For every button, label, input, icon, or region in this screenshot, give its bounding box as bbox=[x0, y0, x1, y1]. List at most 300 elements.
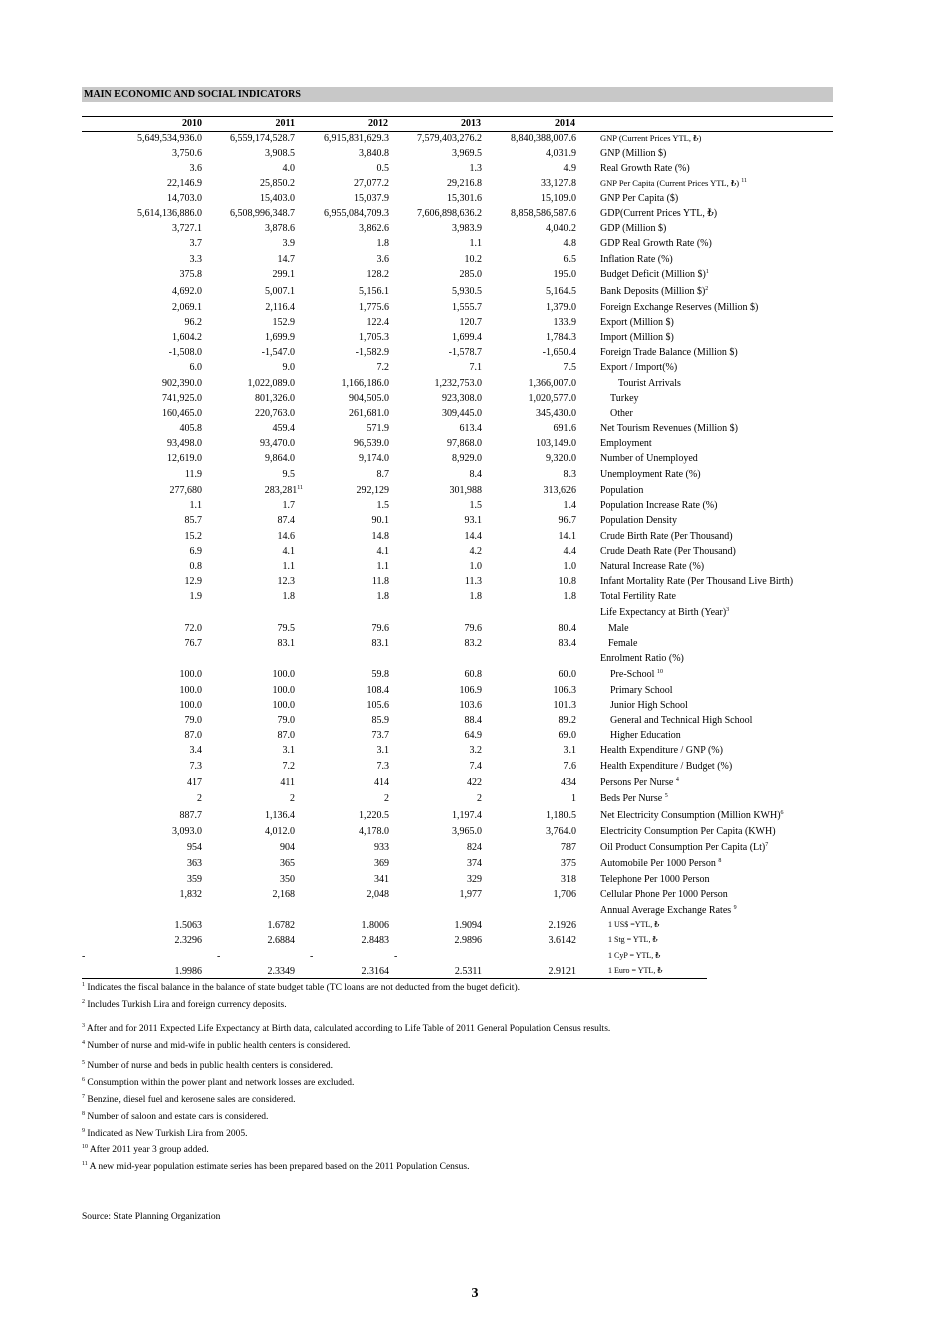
cell-2013: 60.8 bbox=[464, 669, 482, 680]
cell-2012: 2,048 bbox=[366, 889, 389, 900]
cell-2014: 5,164.5 bbox=[546, 286, 576, 297]
cell-2012: 90.1 bbox=[371, 515, 389, 526]
cell-2013: 422 bbox=[467, 777, 482, 788]
cell-2011: 2 bbox=[290, 793, 295, 804]
indicator-label: 1 Stg = YTL, ₺ bbox=[608, 935, 658, 944]
cell-2012: 59.8 bbox=[371, 669, 389, 680]
cell-2013: 329 bbox=[467, 874, 482, 885]
cell-2012: 1,166,186.0 bbox=[341, 378, 389, 389]
indicator-label: GNP Per Capita ($) bbox=[600, 193, 679, 204]
table-row bbox=[82, 920, 833, 934]
indicator-label: Junior High School bbox=[610, 700, 688, 711]
year-2012: 2012 bbox=[368, 118, 388, 129]
indicator-label: Net Electricity Consumption (Million KWH)$^6$ bbox=[600, 810, 784, 821]
cell-2014: 1.8 bbox=[563, 591, 576, 602]
cell-2011: 1,699.9 bbox=[265, 332, 295, 343]
cell-2011: 79.5 bbox=[277, 623, 295, 634]
year-header bbox=[82, 118, 833, 130]
indicator-label: Beds Per Nurse $^5$ bbox=[600, 793, 668, 804]
cell-2011: 801,326.0 bbox=[255, 393, 295, 404]
cell-2011: 220,763.0 bbox=[255, 408, 295, 419]
table-row bbox=[82, 362, 833, 376]
cell-2014: 195.0 bbox=[553, 269, 576, 280]
table-row bbox=[82, 935, 833, 949]
cell-2011: 2,168 bbox=[272, 889, 295, 900]
cell-2011: 9.5 bbox=[282, 469, 295, 480]
cell-2013: 7.1 bbox=[469, 362, 482, 373]
table-row bbox=[82, 653, 833, 667]
cell-2013: 1.1 bbox=[469, 238, 482, 249]
cell-2014: 4.4 bbox=[563, 546, 576, 557]
indicator-label: Bank Deposits (Million $)$^2$ bbox=[600, 286, 709, 297]
cell-2010: 3,727.1 bbox=[172, 223, 202, 234]
cell-2014: 60.0 bbox=[558, 669, 576, 680]
cell-2013: 15,301.6 bbox=[447, 193, 482, 204]
cell-2010: 417 bbox=[187, 777, 202, 788]
cell-2010: 741,925.0 bbox=[162, 393, 202, 404]
cell-2012: 73.7 bbox=[371, 730, 389, 741]
table-row bbox=[82, 715, 833, 729]
indicator-label: Higher Education bbox=[610, 730, 681, 741]
table-row bbox=[82, 254, 833, 268]
indicator-label: Unemployment Rate (%) bbox=[600, 469, 701, 480]
cell-2012: 83.1 bbox=[371, 638, 389, 649]
cell-2011: 14.7 bbox=[277, 254, 295, 265]
cell-2010: 6.9 bbox=[189, 546, 202, 557]
cell-2013: 1.8 bbox=[469, 591, 482, 602]
table-row bbox=[82, 133, 833, 147]
cell-2012: 2.3164 bbox=[361, 966, 389, 977]
cell-2011: 1,022,089.0 bbox=[247, 378, 295, 389]
cell-2011: 2.3349 bbox=[267, 966, 295, 977]
cell-2011: 2,116.4 bbox=[265, 302, 295, 313]
table-row bbox=[82, 761, 833, 775]
cell-2014: 318 bbox=[561, 874, 576, 885]
cell-2014: 4.9 bbox=[563, 163, 576, 174]
indicator-label: 1 CyP = YTL, ₺ bbox=[608, 951, 661, 960]
page-number: 3 bbox=[471, 1286, 479, 1301]
cell-2011: 100.0 bbox=[272, 700, 295, 711]
indicator-label: Import (Million $) bbox=[600, 332, 674, 343]
indicator-label: GDP(Current Prices YTL, ₺) bbox=[600, 208, 718, 219]
cell-2012: -1,582.9 bbox=[355, 347, 389, 358]
indicator-label: Natural Increase Rate (%) bbox=[600, 561, 705, 572]
cell-2012: 85.9 bbox=[371, 715, 389, 726]
cell-2010: 6.0 bbox=[189, 362, 202, 373]
cell-2013: 83.2 bbox=[464, 638, 482, 649]
table-row bbox=[82, 810, 833, 824]
cell-2013: 3,983.9 bbox=[452, 223, 482, 234]
cell-2011: 1.8 bbox=[282, 591, 295, 602]
cell-2010: 100.0 bbox=[179, 669, 202, 680]
footnote: $^4$ Number of nurse and mid-wife in public health centers is considered. bbox=[82, 1040, 351, 1051]
cell-2012: 105.6 bbox=[366, 700, 389, 711]
cell-2013: 7,606,898,636.2 bbox=[417, 208, 482, 219]
cell-2010: 2,069.1 bbox=[172, 302, 202, 313]
cell-2011: 6,559,174,528.7 bbox=[230, 133, 295, 144]
cell-2012: 414 bbox=[374, 777, 389, 788]
cell-2010: 902,390.0 bbox=[162, 378, 202, 389]
cell-2010: 11.9 bbox=[184, 469, 202, 480]
cell-2012: 6,955,084,709.3 bbox=[324, 208, 389, 219]
table-row bbox=[82, 874, 833, 888]
cell-2011: 299.1 bbox=[272, 269, 295, 280]
table-row bbox=[82, 951, 833, 965]
table-row bbox=[82, 623, 833, 637]
cell-2014: 83.4 bbox=[558, 638, 576, 649]
cell-2011: 87.0 bbox=[277, 730, 295, 741]
table-row bbox=[82, 842, 833, 856]
indicator-label: Female bbox=[608, 638, 638, 649]
indicator-label: Inflation Rate (%) bbox=[600, 254, 673, 265]
cell-2013: 1.5 bbox=[469, 500, 482, 511]
cell-2012: 128.2 bbox=[366, 269, 389, 280]
cell-2012: 9,174.0 bbox=[359, 453, 389, 464]
cell-2010: 85.7 bbox=[184, 515, 202, 526]
cell-2011: 4.0 bbox=[282, 163, 295, 174]
table-row bbox=[82, 393, 833, 407]
indicator-label: Export (Million $) bbox=[600, 317, 674, 328]
indicator-label: GNP (Current Prices YTL, ₺) bbox=[600, 133, 702, 143]
indicator-label: Population Density bbox=[600, 515, 677, 526]
indicator-label: Telephone Per 1000 Person bbox=[600, 874, 710, 885]
indicator-label: 1 Euro = YTL, ₺ bbox=[608, 966, 663, 975]
cell-2010: 96.2 bbox=[184, 317, 202, 328]
cell-2011: 87.4 bbox=[277, 515, 295, 526]
cell-2012: 292,129 bbox=[356, 485, 389, 496]
cell-2011: 1,136.4 bbox=[265, 810, 295, 821]
rule-top bbox=[82, 116, 833, 117]
table-row bbox=[82, 826, 833, 840]
cell-2011: 3,878.6 bbox=[265, 223, 295, 234]
cell-2011: 4.1 bbox=[282, 546, 295, 557]
table-row bbox=[82, 238, 833, 252]
indicator-label: Health Expenditure / GNP (%) bbox=[600, 745, 723, 756]
cell-2010: 3.3 bbox=[189, 254, 202, 265]
cell-2014: 2.1926 bbox=[548, 920, 576, 931]
year-2011: 2011 bbox=[275, 118, 295, 129]
cell-2014: 3.1 bbox=[563, 745, 576, 756]
cell-2012: 904,505.0 bbox=[349, 393, 389, 404]
indicator-label: Number of Unemployed bbox=[600, 453, 698, 464]
cell-2013: 2 bbox=[477, 793, 482, 804]
indicator-label: Real Growth Rate (%) bbox=[600, 163, 690, 174]
cell-2011: 1.7 bbox=[282, 500, 295, 511]
cell-2014: 101.3 bbox=[553, 700, 576, 711]
table-row bbox=[82, 576, 833, 590]
table-row bbox=[82, 546, 833, 560]
cell-2013: 3,965.0 bbox=[452, 826, 482, 837]
indicator-label: Employment bbox=[600, 438, 652, 449]
table-row bbox=[82, 607, 833, 621]
cell-2010: 1.1 bbox=[189, 500, 202, 511]
cell-2010: 5,649,534,936.0 bbox=[137, 133, 202, 144]
cell-2013: 29,216.8 bbox=[447, 178, 482, 189]
indicator-label: Persons Per Nurse $^4$ bbox=[600, 777, 679, 788]
cell-2013: 1,977 bbox=[459, 889, 482, 900]
cell-2010: 5,614,136,886.0 bbox=[137, 208, 202, 219]
table-row bbox=[82, 317, 833, 331]
cell-2013: 120.7 bbox=[459, 317, 482, 328]
indicator-label: Other bbox=[610, 408, 633, 419]
year-2013: 2013 bbox=[461, 118, 481, 129]
cell-2013: 301,988 bbox=[449, 485, 482, 496]
indicator-label: Net Tourism Revenues (Million $) bbox=[600, 423, 738, 434]
table-row bbox=[82, 332, 833, 346]
cell-2010: 7.3 bbox=[189, 761, 202, 772]
cell-2012: 11.8 bbox=[371, 576, 389, 587]
cell-2014: 96.7 bbox=[558, 515, 576, 526]
cell-2013: 10.2 bbox=[464, 254, 482, 265]
table-row bbox=[82, 700, 833, 714]
cell-2014: 787 bbox=[561, 842, 576, 853]
cell-2011: -1,547.0 bbox=[261, 347, 295, 358]
table-row bbox=[82, 793, 833, 807]
cell-2013: 1.9094 bbox=[454, 920, 482, 931]
cell-2012: 3.6 bbox=[376, 254, 389, 265]
cell-2014: 1,366,007.0 bbox=[528, 378, 576, 389]
cell-2011: 6,508,996,348.7 bbox=[230, 208, 295, 219]
cell-2011: 1.6782 bbox=[267, 920, 295, 931]
cell-2012: 122.4 bbox=[366, 317, 389, 328]
cell-2011: 283,281$^{11}$ bbox=[264, 485, 303, 496]
table-row bbox=[82, 469, 833, 483]
table-row bbox=[82, 777, 833, 791]
cell-2011: 25,850.2 bbox=[260, 178, 295, 189]
indicator-label: General and Technical High School bbox=[610, 715, 753, 726]
table-row bbox=[82, 515, 833, 529]
cell-2010: 100.0 bbox=[179, 685, 202, 696]
cell-2013: 8,929.0 bbox=[452, 453, 482, 464]
table-row bbox=[82, 500, 833, 514]
table-row bbox=[82, 148, 833, 162]
table-row bbox=[82, 638, 833, 652]
table-row bbox=[82, 669, 833, 683]
cell-2012: 96,539.0 bbox=[354, 438, 389, 449]
cell-2014: 3,764.0 bbox=[546, 826, 576, 837]
cell-2010: 405.8 bbox=[179, 423, 202, 434]
cell-2010: 15.2 bbox=[184, 531, 202, 542]
cell-2013: - bbox=[394, 951, 398, 962]
indicator-label: Primary School bbox=[610, 685, 673, 696]
cell-2014: 4,040.2 bbox=[546, 223, 576, 234]
cell-2012: 1,775.6 bbox=[359, 302, 389, 313]
indicator-label: Crude Birth Rate (Per Thousand) bbox=[600, 531, 733, 542]
table-row bbox=[82, 378, 833, 392]
table-row bbox=[82, 347, 833, 361]
cell-2011: 100.0 bbox=[272, 685, 295, 696]
cell-2010: 954 bbox=[187, 842, 202, 853]
footnote: $^{11}$ A new mid-year population estimate series has been prepared based on the 2011 Population Census. bbox=[82, 1161, 470, 1172]
cell-2011: 5,007.1 bbox=[265, 286, 295, 297]
footnote: $^7$ Benzine, diesel fuel and kerosene sales are considered. bbox=[82, 1094, 296, 1105]
cell-2011: 100.0 bbox=[272, 669, 295, 680]
table-row bbox=[82, 438, 833, 452]
cell-2012: 6,915,831,629.3 bbox=[324, 133, 389, 144]
cell-2010: 359 bbox=[187, 874, 202, 885]
footnote: $^{10}$ After 2011 year 3 group added. bbox=[82, 1144, 209, 1155]
table-title: MAIN ECONOMIC AND SOCIAL INDICATORS bbox=[82, 87, 833, 102]
cell-2010: 375.8 bbox=[179, 269, 202, 280]
cell-2013: 824 bbox=[467, 842, 482, 853]
cell-2011: 2.6884 bbox=[267, 935, 295, 946]
cell-2010: 93,498.0 bbox=[167, 438, 202, 449]
footnote: $^2$ Includes Turkish Lira and foreign currency deposits. bbox=[82, 999, 287, 1010]
cell-2014: 1,180.5 bbox=[546, 810, 576, 821]
table-row bbox=[82, 269, 833, 283]
cell-2013: 1.3 bbox=[469, 163, 482, 174]
cell-2012: 1,220.5 bbox=[359, 810, 389, 821]
indicator-label: 1 US$ =YTL, ₺ bbox=[608, 920, 660, 929]
cell-2014: 7.5 bbox=[563, 362, 576, 373]
cell-2010: 22,146.9 bbox=[167, 178, 202, 189]
cell-2010: 1.9 bbox=[189, 591, 202, 602]
table-row bbox=[82, 730, 833, 744]
table-row bbox=[82, 485, 833, 499]
indicator-label: Pre-School $^{10}$ bbox=[610, 669, 663, 680]
cell-2014: -1,650.4 bbox=[542, 347, 576, 358]
indicator-label: Crude Death Rate (Per Thousand) bbox=[600, 546, 736, 557]
cell-2012: 2 bbox=[384, 793, 389, 804]
cell-2010: 2 bbox=[197, 793, 202, 804]
cell-2011: 4,012.0 bbox=[265, 826, 295, 837]
cell-2014: 8.3 bbox=[563, 469, 576, 480]
cell-2012: 1.1 bbox=[376, 561, 389, 572]
cell-2012: 933 bbox=[374, 842, 389, 853]
cell-2014: 4,031.9 bbox=[546, 148, 576, 159]
cell-2013: 2.5311 bbox=[454, 966, 482, 977]
cell-2011: 459.4 bbox=[272, 423, 295, 434]
cell-2010: 14,703.0 bbox=[167, 193, 202, 204]
table-row bbox=[82, 193, 833, 207]
cell-2013: 3,969.5 bbox=[452, 148, 482, 159]
cell-2014: 7.6 bbox=[563, 761, 576, 772]
cell-2011: 3,908.5 bbox=[265, 148, 295, 159]
cell-2013: 1,232,753.0 bbox=[434, 378, 482, 389]
table-row bbox=[82, 531, 833, 545]
year-2014: 2014 bbox=[555, 118, 575, 129]
cell-2010: 1.9986 bbox=[174, 966, 202, 977]
cell-2011: 79.0 bbox=[277, 715, 295, 726]
cell-2014: 313,626 bbox=[543, 485, 576, 496]
cell-2011: 14.6 bbox=[277, 531, 295, 542]
cell-2010: 0.8 bbox=[189, 561, 202, 572]
cell-2013: 8.4 bbox=[469, 469, 482, 480]
cell-2011: 904 bbox=[280, 842, 295, 853]
source-note: Source: State Planning Organization bbox=[82, 1212, 221, 1222]
table-row bbox=[82, 302, 833, 316]
cell-2011: 3.1 bbox=[282, 745, 295, 756]
cell-2012: 14.8 bbox=[371, 531, 389, 542]
cell-2014: 69.0 bbox=[558, 730, 576, 741]
cell-2013: 79.6 bbox=[464, 623, 482, 634]
cell-2011: 152.9 bbox=[272, 317, 295, 328]
cell-2011: 7.2 bbox=[282, 761, 295, 772]
table-row bbox=[82, 408, 833, 422]
cell-2012: - bbox=[310, 951, 314, 962]
cell-2012: 3,862.6 bbox=[359, 223, 389, 234]
indicator-label: GNP Per Capita (Current Prices YTL, ₺) $^{11}$ bbox=[600, 178, 748, 188]
cell-2014: 89.2 bbox=[558, 715, 576, 726]
cell-2012: 7.3 bbox=[376, 761, 389, 772]
footnote: $^8$ Number of saloon and estate cars is considered. bbox=[82, 1111, 269, 1122]
cell-2014: 80.4 bbox=[558, 623, 576, 634]
indicator-label: Annual Average Exchange Rates $^9$ bbox=[600, 905, 737, 916]
indicator-label: Foreign Trade Balance (Million $) bbox=[600, 347, 738, 358]
table-row bbox=[82, 745, 833, 759]
cell-2014: 8,858,586,587.6 bbox=[511, 208, 576, 219]
indicator-label: Infant Mortality Rate (Per Thousand Live Birth) bbox=[600, 576, 794, 587]
cell-2011: 365 bbox=[280, 858, 295, 869]
cell-2010: 887.7 bbox=[179, 810, 202, 821]
cell-2013: 1,555.7 bbox=[452, 302, 482, 313]
cell-2013: 14.4 bbox=[464, 531, 482, 542]
cell-2011: - bbox=[217, 951, 221, 962]
indicator-label: Turkey bbox=[610, 393, 639, 404]
cell-2011: 1.1 bbox=[282, 561, 295, 572]
cell-2013: 4.2 bbox=[469, 546, 482, 557]
cell-2014: 14.1 bbox=[558, 531, 576, 542]
cell-2014: 345,430.0 bbox=[536, 408, 576, 419]
cell-2012: 1.8 bbox=[376, 591, 389, 602]
cell-2013: 309,445.0 bbox=[442, 408, 482, 419]
cell-2013: 88.4 bbox=[464, 715, 482, 726]
cell-2010: 3,750.6 bbox=[172, 148, 202, 159]
cell-2012: 1.8 bbox=[376, 238, 389, 249]
cell-2013: 64.9 bbox=[464, 730, 482, 741]
cell-2012: 79.6 bbox=[371, 623, 389, 634]
cell-2014: 2.9121 bbox=[548, 966, 576, 977]
table-row bbox=[82, 286, 833, 300]
cell-2013: 103.6 bbox=[459, 700, 482, 711]
cell-2014: 4.8 bbox=[563, 238, 576, 249]
cell-2014: 10.8 bbox=[558, 576, 576, 587]
cell-2013: 97,868.0 bbox=[447, 438, 482, 449]
cell-2012: 4,178.0 bbox=[359, 826, 389, 837]
cell-2010: 72.0 bbox=[184, 623, 202, 634]
cell-2012: 261,681.0 bbox=[349, 408, 389, 419]
cell-2012: 3,840.8 bbox=[359, 148, 389, 159]
cell-2013: 93.1 bbox=[464, 515, 482, 526]
indicator-label: Total Fertility Rate bbox=[600, 591, 676, 602]
rule-bottom bbox=[82, 978, 707, 979]
indicator-label: GDP Real Growth Rate (%) bbox=[600, 238, 712, 249]
footnote: $^1$ Indicates the fiscal balance in the balance of state budget table (TC loans are not deducted from the buget deficit). bbox=[82, 982, 520, 993]
cell-2010: 12.9 bbox=[184, 576, 202, 587]
cell-2012: 7.2 bbox=[376, 362, 389, 373]
cell-2013: 1,699.4 bbox=[452, 332, 482, 343]
cell-2014: 434 bbox=[561, 777, 576, 788]
table-row bbox=[82, 858, 833, 872]
cell-2014: 33,127.8 bbox=[541, 178, 576, 189]
cell-2014: 15,109.0 bbox=[541, 193, 576, 204]
cell-2012: 5,156.1 bbox=[359, 286, 389, 297]
table-row bbox=[82, 223, 833, 237]
cell-2013: 374 bbox=[467, 858, 482, 869]
cell-2012: 4.1 bbox=[376, 546, 389, 557]
table-row bbox=[82, 208, 833, 222]
cell-2010: 1.5063 bbox=[174, 920, 202, 931]
cell-2013: 11.3 bbox=[464, 576, 482, 587]
cell-2014: 1,784.3 bbox=[546, 332, 576, 343]
cell-2011: 9.0 bbox=[282, 362, 295, 373]
table-row bbox=[82, 685, 833, 699]
indicator-label: Cellular Phone Per 1000 Person bbox=[600, 889, 728, 900]
cell-2014: 691.6 bbox=[553, 423, 576, 434]
cell-2013: 7.4 bbox=[469, 761, 482, 772]
cell-2012: 27,077.2 bbox=[354, 178, 389, 189]
cell-2013: 106.9 bbox=[459, 685, 482, 696]
